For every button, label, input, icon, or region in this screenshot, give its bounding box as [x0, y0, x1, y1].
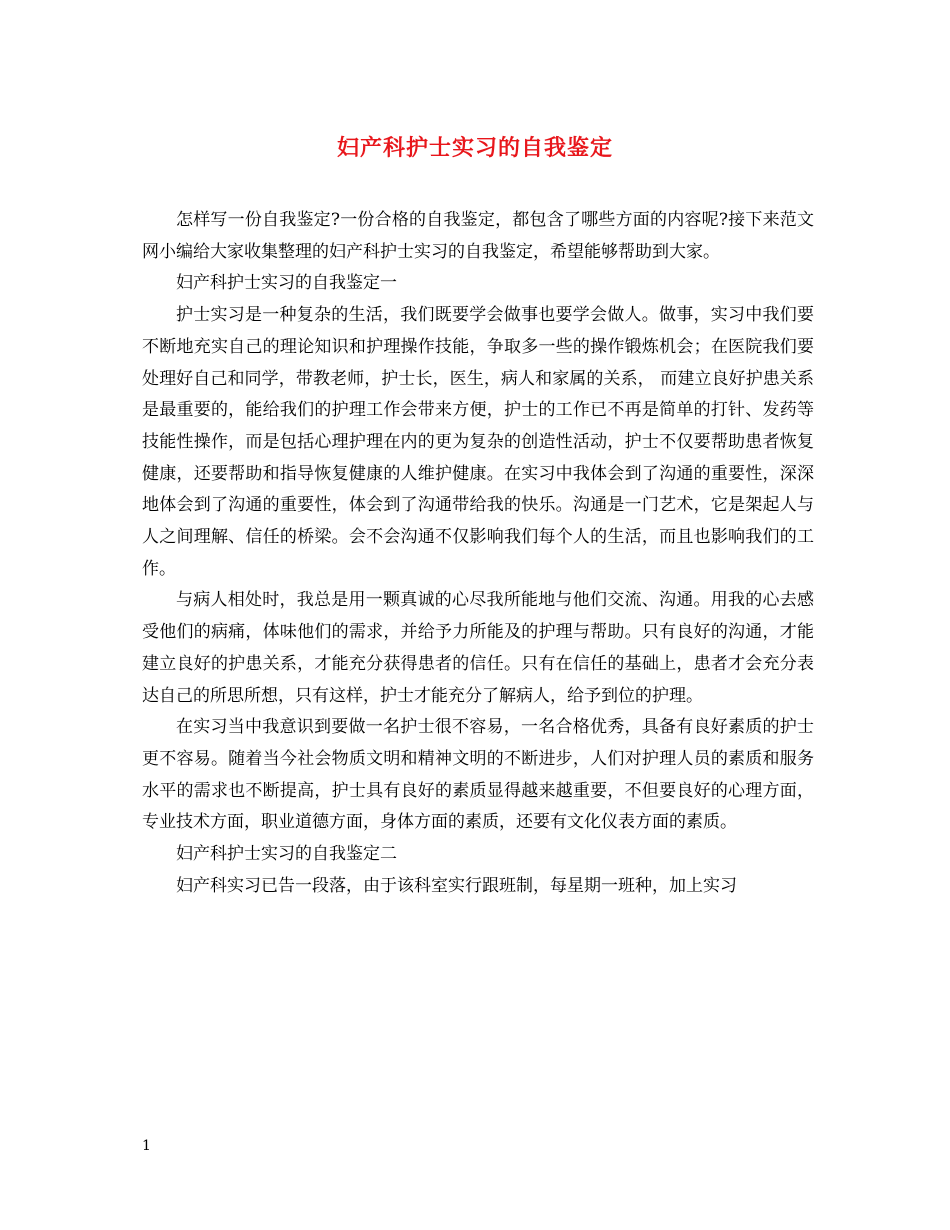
body-paragraph: 与病人相处时，我总是用一颗真诚的心尽我所能地与他们交流、沟通。用我的心去感受他们的病痛，体味他们的需求，并给予力所能及的护理与帮助。只有良好的沟通，才能建立良好的护患关系，才能充分获得患者的信任。只有在信任的基础上，患者才会充分表达自己的所思所想，只有这样，护士才能充分了解病人，给予到位的护理。: [142, 590, 814, 706]
body-paragraph: 护士实习是一种复杂的生活，我们既要学会做事也要学会做人。做事，实习中我们要不断地充实自己的理论知识和护理操作技能，争取多一些的操作锻炼机会；在医院我们要处理好自己和同学，带教老师，护士长，医生，病人和家属的关系， 而建立良好护患关系是最重要的，能给我们的护理工作会带来方便，护士的工作已不再是简单的打针、发药等技能性操作，而是包括心理护理在内的更为复杂的创造性活动，护士不仅要帮助患者恢复健康，还要帮助和指导恢复健康的人维护健康。在实习中我体会到了沟通的重要性，深深地体会到了沟通的重要性，体会到了沟通带给我的快乐。沟通是一门艺术，它是架起人与人之间理解、信任的桥梁。会不会沟通不仅影响我们每个人的生活，而且也影响我们的工作。: [142, 305, 814, 579]
body-paragraph: 妇产科实习已告一段落，由于该科室实行跟班制，每星期一班种，加上实习: [176, 875, 737, 896]
document-title: 妇产科护士实习的自我鉴定: [336, 135, 613, 161]
body-paragraph: 在实习当中我意识到要做一名护士很不容易，一名合格优秀，具备有良好素质的护士更不容易。随着当今社会物质文明和精神文明的不断进步，人们对护理人员的素质和服务水平的需求也不断提高，护士具有良好的素质显得越来越重要，不但要良好的心理方面，专业技术方面，职业道德方面，身体方面的素质，还要有文化仪表方面的素质。: [142, 717, 814, 833]
section-heading-1: 妇产科护士实习的自我鉴定一: [176, 273, 397, 294]
intro-paragraph: 怎样写一份自我鉴定?一份合格的自我鉴定，都包含了哪些方面的内容呢?接下来范文网小编给大家收集整理的妇产科护士实习的自我鉴定，希望能够帮助到大家。: [142, 210, 814, 262]
section-heading-2: 妇产科护士实习的自我鉴定二: [176, 844, 397, 865]
document-body: [142, 205, 814, 902]
page-number: 1: [142, 1138, 151, 1154]
